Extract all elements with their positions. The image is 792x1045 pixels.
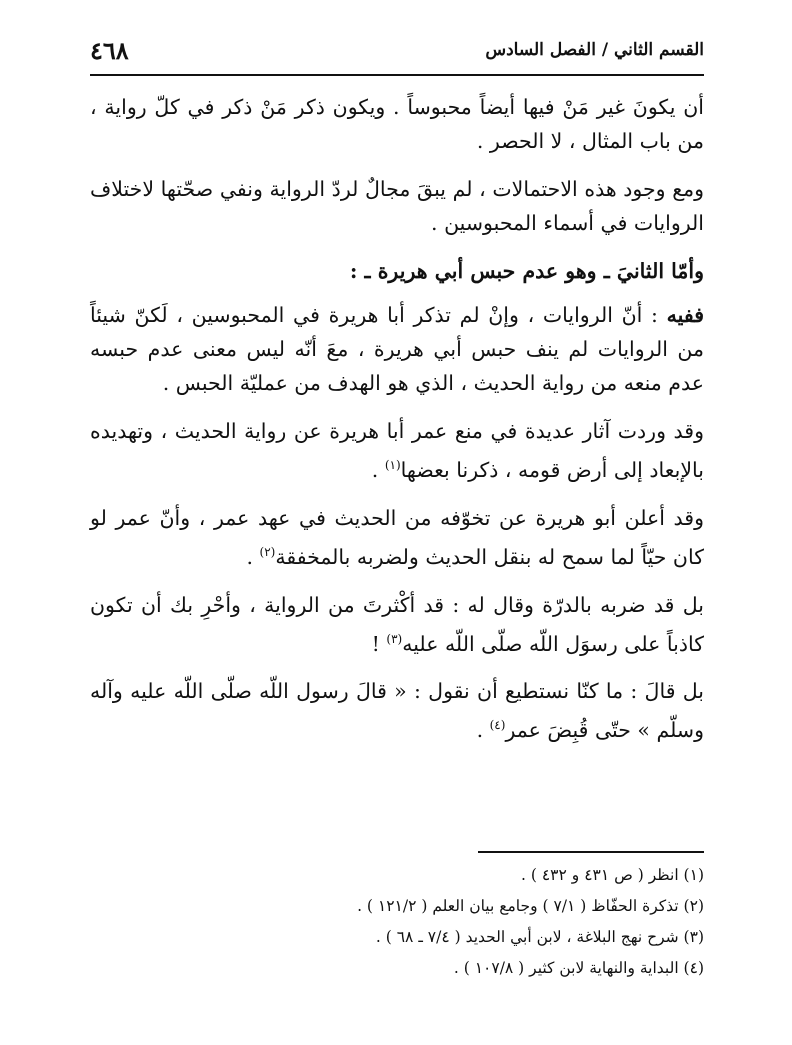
paragraph-5: [90, 414, 704, 487]
footnote-ref-2: (٢): [259, 544, 276, 559]
running-title: القسم الثاني / الفصل السادس: [485, 40, 704, 60]
page-header: [90, 30, 704, 70]
footnote-4: (٤) البداية والنهاية لابن كثير ( ١٠٧/٨ ) .: [453, 959, 704, 977]
paragraph-7-end: !: [371, 631, 387, 656]
paragraph-6-end: .: [246, 544, 260, 569]
paragraph-6: [90, 501, 704, 574]
paragraph-4: [90, 298, 704, 400]
header-rule: [90, 74, 704, 76]
paragraph-8-end: .: [476, 718, 490, 743]
paragraph-1: أن يكونَ غير مَنْ فيها أيضاً محبوساً . ويكون ذكر مَنْ ذكر في كلّ رواية ، من باب المثال ، لا الحصر .: [90, 95, 704, 153]
page-body: [90, 90, 704, 761]
footnote-3: (٣) شرح نهج البلاغة ، لابن أبي الحديد ( ٧/٤ ـ ٦٨ ) .: [375, 928, 704, 946]
footnote-1: (١) انظر ( ص ٤٣١ و ٤٣٢ ) .: [521, 866, 704, 884]
paragraph-7-text: بل قد ضربه بالدرّة وقال له : قد أكْثرتَ من الرواية ، وأحْرِ بك أن تكون كاذباً على رسوَل اللّه صلّى اللّه عليه: [90, 592, 704, 656]
paragraph-8: [90, 674, 704, 747]
paragraph-6-text: وقد أعلن أبو هريرة عن تخوّفه من الحديث في عهد عمر ، وأنّ عمر لو كان حيّاً لما سمح له بنقل الحديث ولضربه بالمخفقة: [90, 505, 704, 569]
section-heading: وأمّا الثانيَ ـ وهو عدم حبس أبي هريرة ـ :: [349, 259, 704, 283]
footnote-ref-3: (٣): [386, 631, 403, 646]
paragraph-7: [90, 588, 704, 661]
paragraph-4-text: : أنّ الروايات ، وإنْ لم تذكر أبا هريرة في المحبوسين ، لَكنّ شيئاً من الروايات لم ينف حبس أبي هريرة ، معَ أنّه ليس معنى عدم حبسه عدم منعه من رواية الحديث ، الذي هو الهدف من عمليّة الحبس .: [90, 303, 704, 395]
paragraph-8-text: بل قالَ : ما كنّا نستطيع أن نقول : « قالَ رسول اللّه صلّى اللّه عليه وآله وسلّم » حتّى قُبِضَ عمر: [90, 679, 704, 743]
footnote-ref-1: (١): [384, 458, 401, 472]
paragraph-5-text: وقد وردت آثار عديدة في منع عمر أبا هريرة عن رواية الحديث ، وتهديده بالإبعاد إلى أرض قومه ، ذكرنا بعضها: [90, 419, 704, 482]
footnote-ref-4: (٤): [489, 718, 506, 733]
footnotes: [90, 860, 704, 984]
paragraph-5-end: .: [371, 457, 385, 482]
footnote-2: (٢) تذكرة الحفّاظ ( ٧/١ ) وجامع بيان العلم ( ١٢١/٢ ) .: [357, 897, 704, 915]
paragraph-lead-word: ففيه: [666, 303, 704, 327]
footnote-rule: [478, 851, 704, 853]
paragraph-2: ومع وجود هذه الاحتمالات ، لم يبقَ مجالٌ لردّ الرواية ونفي صحّتها لاختلاف الروايات في أسماء المحبوسين .: [90, 177, 704, 235]
page-number: ٤٦٨: [90, 35, 129, 65]
